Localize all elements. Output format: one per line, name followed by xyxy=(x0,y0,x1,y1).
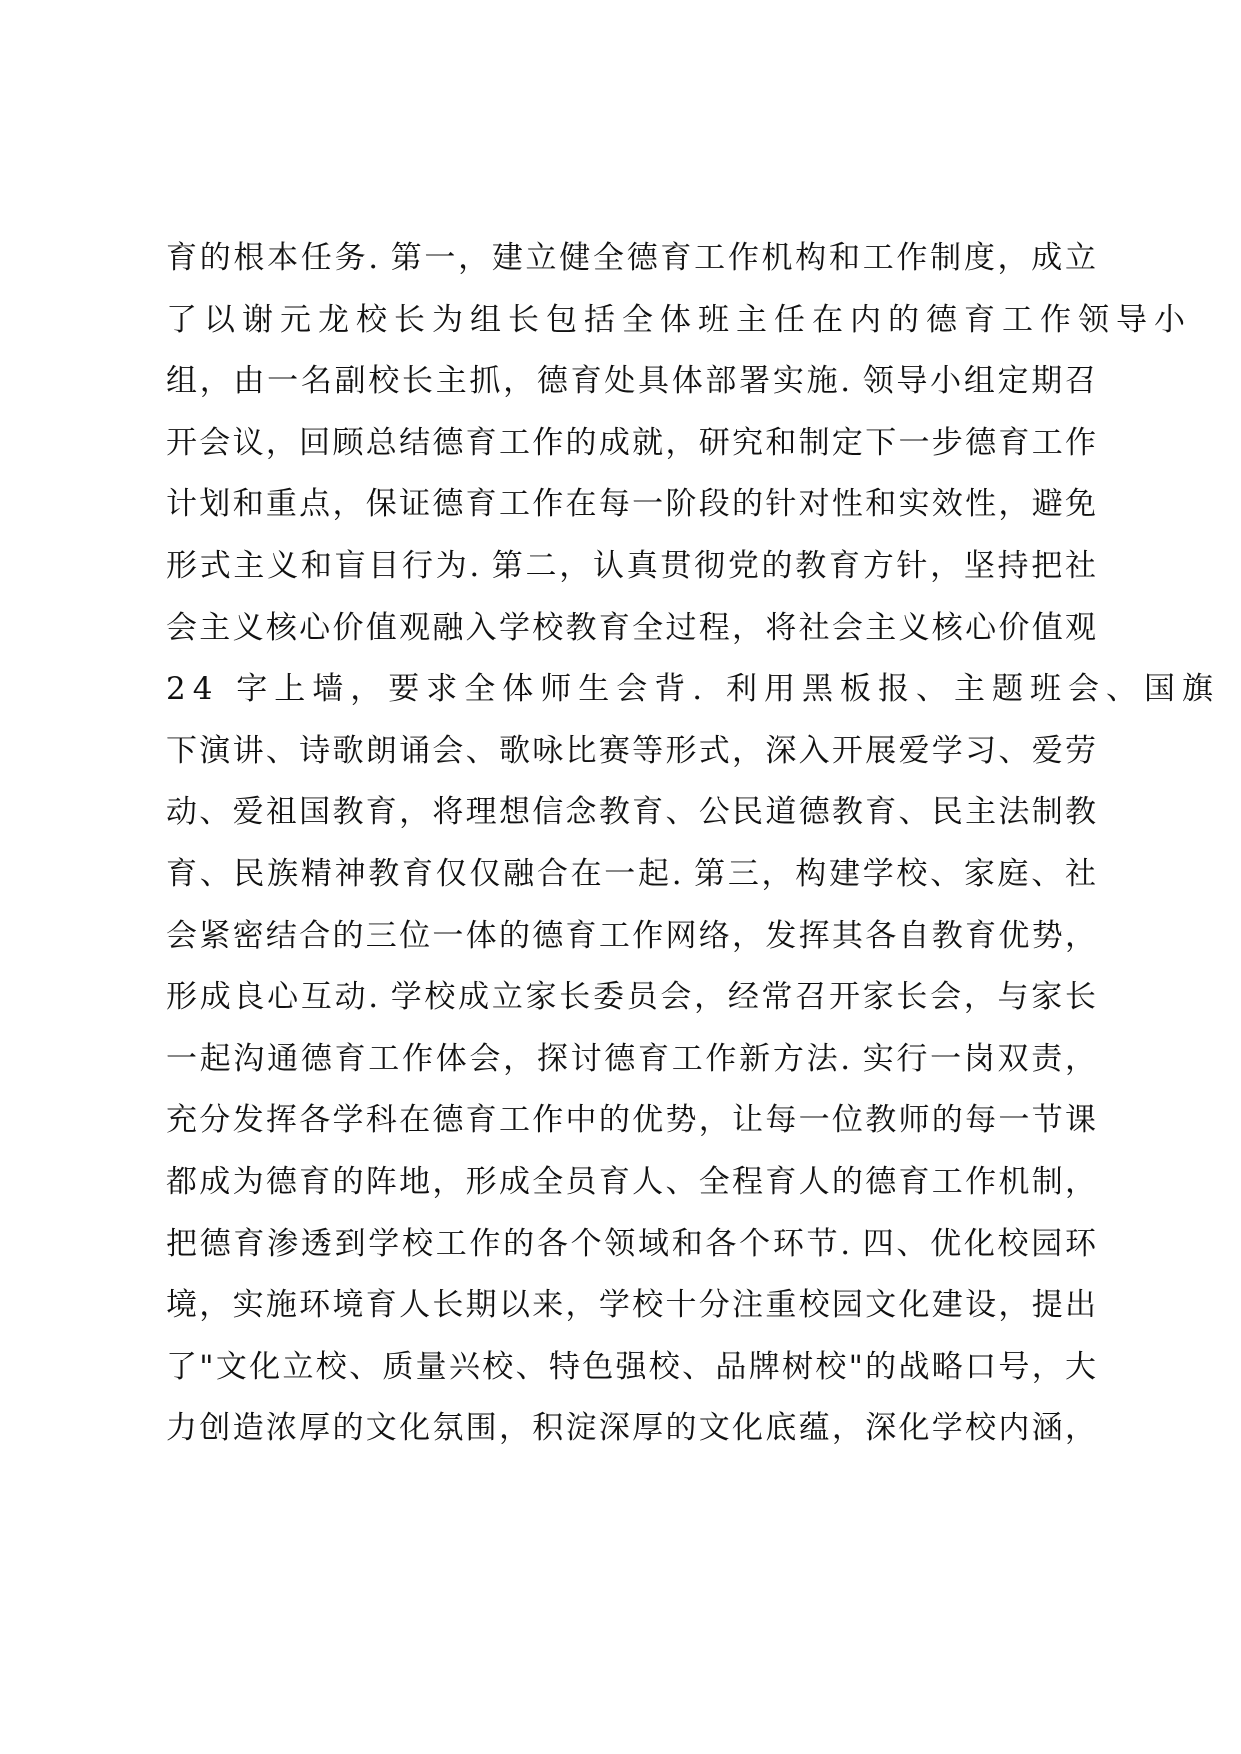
text-line-13: 形成良心互动. 学校成立家长委员会，经常召开家长会，与家长 xyxy=(166,979,1096,1016)
text-line-1: 育的根本任务. 第一，建立健全德育工作机构和工作制度，成立 xyxy=(166,240,1096,276)
text-line-4: 开会议，回顾总结德育工作的成就，研究和制定下一步德育工作 xyxy=(166,424,1096,461)
text-line-11: 育、民族精神教育仅仅融合在一起. 第三，构建学校、家庭、社 xyxy=(166,855,1096,892)
text-line-10: 动、爱祖国教育，将理想信念教育、公民道德教育、民主法制教 xyxy=(166,794,1096,831)
text-line-20: 力创造浓厚的文化氛围，积淀深厚的文化底蕴，深化学校内涵， xyxy=(166,1410,1096,1447)
body-text xyxy=(166,228,1221,1460)
text-line-14: 一起沟通德育工作体会，探讨德育工作新方法. 实行一岗双责， xyxy=(166,1040,1096,1077)
text-line-5: 计划和重点，保证德育工作在每一阶段的针对性和实效性，避免 xyxy=(166,486,1096,523)
text-line-6: 形式主义和盲目行为. 第二，认真贯彻党的教育方针，坚持把社 xyxy=(166,547,1096,584)
text-line-9: 下演讲、诗歌朗诵会、歌咏比赛等形式，深入开展爱学习、爱劳 xyxy=(166,732,1096,769)
text-line-16: 都成为德育的阵地，形成全员育人、全程育人的德育工作机制， xyxy=(166,1163,1096,1200)
text-line-8: 24 字上墙，要求全体师生会背. 利用黑板报、主题班会、国旗 xyxy=(166,671,1221,708)
text-line-17: 把德育渗透到学校工作的各个领域和各个环节. 四、优化校园环 xyxy=(166,1225,1096,1262)
text-line-12: 会紧密结合的三位一体的德育工作网络，发挥其各自教育优势， xyxy=(166,917,1096,954)
text-line-18: 境，实施环境育人长期以来，学校十分注重校园文化建设，提出 xyxy=(166,1287,1096,1324)
text-line-2: 了以谢元龙校长为组长包括全体班主任在内的德育工作领导小 xyxy=(166,301,1192,338)
text-line-7: 会主义核心价值观融入学校教育全过程，将社会主义核心价值观 xyxy=(166,609,1096,646)
text-line-3: 组，由一名副校长主抓，德育处具体部署实施. 领导小组定期召 xyxy=(166,363,1096,400)
text-line-19: 了"文化立校、质量兴校、特色强校、品牌树校"的战略口号，大 xyxy=(166,1348,1096,1385)
text-line-15: 充分发挥各学科在德育工作中的优势，让每一位教师的每一节课 xyxy=(166,1102,1096,1139)
